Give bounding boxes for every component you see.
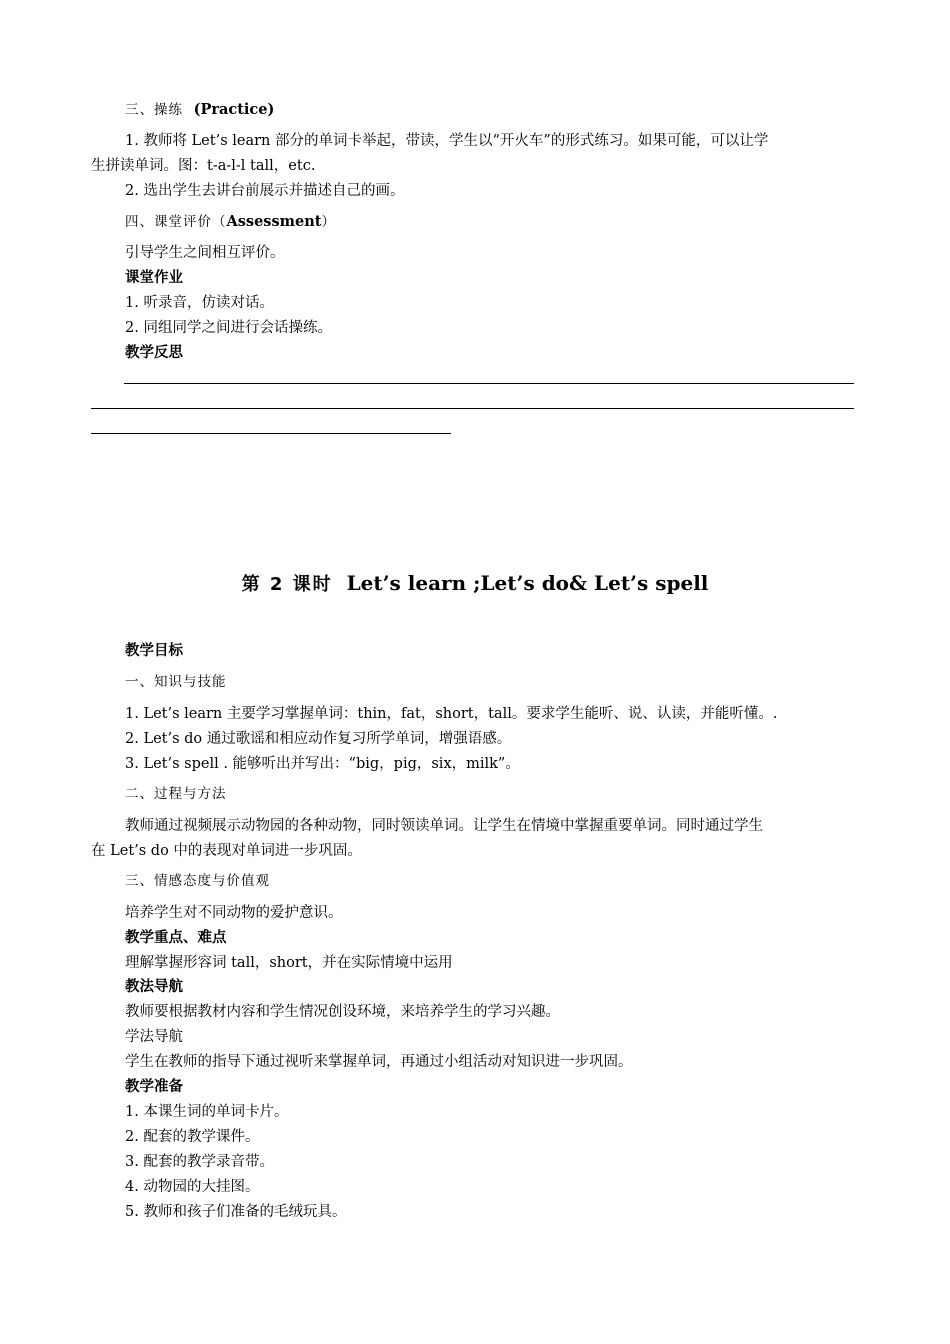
assessment-text: 引导学生之间相互评价。 (125, 245, 285, 261)
key-points-text: 理解掌握形容词 tall，short，并在实际情境中运用 (125, 955, 453, 971)
knowledge-item-2: 2. Let’s do 通过歌谣和相应动作复习所学单词，增强语感。 (125, 731, 512, 747)
preparation-item: 5. 教师和孩子们准备的毛绒玩具。 (125, 1204, 347, 1220)
practice-heading-en: (Practice) (193, 101, 275, 118)
knowledge-item-1: 1. Let’s learn 主要学习掌握单词：thin，fat，short，tall。要求学生能听、说、认读，并能听懂。. (125, 706, 778, 722)
teaching-method-heading: 教法导航 (125, 979, 183, 995)
preparation-heading: 教学准备 (125, 1079, 183, 1095)
homework-item-2: 2. 同组同学之间进行会话操练。 (125, 320, 332, 336)
learning-method-text: 学生在教师的指导下通过视听来掌握单词，再通过小组活动对知识进一步巩固。 (125, 1054, 633, 1070)
practice-heading (125, 100, 274, 120)
assessment-heading (125, 212, 336, 232)
practice-item-1-line-1: 1. 教师将 Let’s learn 部分的单词卡举起，带读，学生以“开火车”的形式练习。如果可能，可以让学 (125, 133, 769, 149)
homework-item-1: 1. 听录音，仿读对话。 (125, 295, 274, 311)
lesson-title-en: Let’s learn ;Let’s do& Let’s spell (346, 571, 709, 595)
objectives-heading: 教学目标 (125, 643, 183, 659)
reflection-line-1 (124, 383, 854, 384)
practice-heading-zh: 三、操练 (125, 102, 183, 118)
reflection-line-3 (91, 433, 451, 434)
key-points-heading: 教学重点、难点 (125, 930, 227, 946)
teaching-method-text: 教师要根据教材内容和学生情况创设环境，来培养学生的学习兴趣。 (125, 1004, 560, 1020)
process-text-line-2: 在 Let’s do 中的表现对单词进一步巩固。 (91, 843, 362, 859)
emotion-heading: 三、情感态度与价值观 (125, 873, 270, 889)
preparation-item: 2. 配套的教学课件。 (125, 1129, 260, 1145)
preparation-item: 1. 本课生词的单词卡片。 (125, 1104, 289, 1120)
homework-heading: 课堂作业 (125, 270, 183, 286)
emotion-text: 培养学生对不同动物的爱护意识。 (125, 905, 343, 921)
knowledge-heading: 一、知识与技能 (125, 674, 227, 690)
process-heading: 二、过程与方法 (125, 786, 227, 802)
lesson-title-zh: 第 2 课时 (241, 574, 333, 595)
practice-item-1-line-2: 生拼读单词。图：t-a-l-l tall，etc. (91, 158, 316, 174)
process-text-line-1: 教师通过视频展示动物园的各种动物，同时领读单词。让学生在情境中掌握重要单词。同时通过学生 (125, 818, 763, 834)
practice-item-2: 2. 选出学生去讲台前展示并描述自己的画。 (125, 183, 405, 199)
assessment-heading-close: ） (321, 214, 336, 230)
assessment-heading-zh: 四、课堂评价（ (125, 214, 227, 230)
preparation-item: 3. 配套的教学录音带。 (125, 1154, 274, 1170)
lesson-title (0, 570, 950, 598)
learning-method-heading: 学法导航 (125, 1029, 183, 1045)
preparation-item: 4. 动物园的大挂图。 (125, 1179, 260, 1195)
reflection-heading: 教学反思 (125, 345, 183, 361)
knowledge-item-3: 3. Let’s spell . 能够听出并写出：“big，pig，six，milk”。 (125, 756, 520, 772)
reflection-line-2 (91, 408, 854, 409)
assessment-heading-en: Assessment (226, 213, 322, 230)
